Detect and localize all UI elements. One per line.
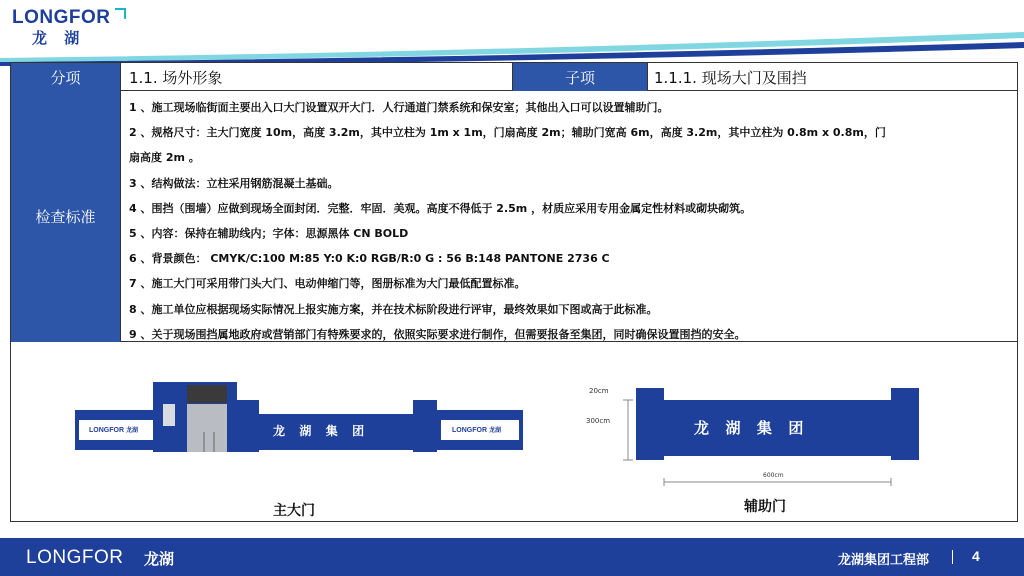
criteria-item: 5 、内容：保持在辅助线内；字体：思源黑体 CN BOLD [129,227,409,241]
page-number: 4 [972,548,980,564]
criteria-row [11,91,1017,342]
aux-gate-banner-text: 龙 湖 集 团 [694,419,806,437]
criteria-item: 6 、背景颜色： CMYK/C:100 M:85 Y:0 K:0 RGB/R:0 G : 56 B:148 PANTONE 2736 C [129,252,610,266]
criteria-item: 9 、关于现场围挡属地政府或营销部门有特殊要求的，依照实际要求进行制作，但需要报备至集团，同时确保设置围挡的安全。 [129,327,746,341]
criteria-list [129,95,1009,347]
logo-word: LONGFOR [12,7,111,28]
criteria-item: 1 、施工现场临街面主要出入口大门设置双开大门．人行通道门禁系统和保安室；其他出入口可以设置辅助门。 [129,101,669,114]
criteria-item: 扇高度 2m 。 [129,151,200,165]
footer-logo-cn: 龙湖 [144,550,175,568]
footer-separator [952,550,953,564]
panel-logo-cn: 龙湖 [125,427,138,434]
main-gate-caption: 主大门 [273,503,315,519]
criteria-item: 4 、围挡（围墙）应做到现场全面封闭．完整．牢固．美观。高度不得低于 2.5m ，材质应采用专用金属定性材料或砌块砌筑。 [129,201,752,215]
criteria-label: 检查标准 [11,91,121,342]
illustration-row [11,342,1017,522]
subitem-label: 子项 [513,63,648,91]
aux-dim-width: 600cm [763,472,784,479]
header-swoosh [0,18,1024,66]
aux-gate-caption: 辅助门 [744,499,786,515]
category-label: 分项 [11,63,121,91]
panel-logo-word: LONGFOR [89,427,124,434]
criteria-item: 8 、施工单位应根据现场实际情况上报实施方案，并在技术标阶段进行评审，最终效果如下图或高于此标准。 [129,302,658,316]
aux-dim-height: 300cm [586,417,611,425]
aux-dim-top: 20cm [589,387,609,395]
criteria-item: 3 、结构做法：立柱采用钢筋混凝土基础。 [129,176,339,190]
table-header-row [11,63,1017,91]
footer-logo-word: LONGFOR [26,547,124,568]
category-value: 1.1. 场外形象 [121,63,513,91]
footer-department: 龙湖集团工程部 [838,553,930,568]
inspection-table [10,62,1018,522]
subitem-value: 1.1.1. 现场大门及围挡 [654,68,807,87]
main-gate-banner-text: 龙 湖 集 团 [273,424,367,438]
criteria-item: 2 、规格尺寸：主大门宽度 10m，高度 3.2m，其中立柱为 1m x 1m，门扇高度 2m；辅助门宽高 6m，高度 3.2m，其中立柱为 0.8m x 0.8m，门 [129,126,886,140]
logo-cn: 龙 湖 [32,29,86,47]
panel-logo-cn: 龙湖 [488,427,501,434]
criteria-item: 7 、施工大门可采用带门头大门、电动伸缩门等，图册标准为大门最低配置标准。 [129,277,526,291]
main-gate-panel-left-logo [89,425,138,434]
footer-bar [0,538,1024,576]
main-gate-drawing [75,382,523,452]
gate-illustrations [11,342,1017,522]
panel-logo-word: LONGFOR [452,427,487,434]
main-gate-panel-right-logo [452,425,501,434]
